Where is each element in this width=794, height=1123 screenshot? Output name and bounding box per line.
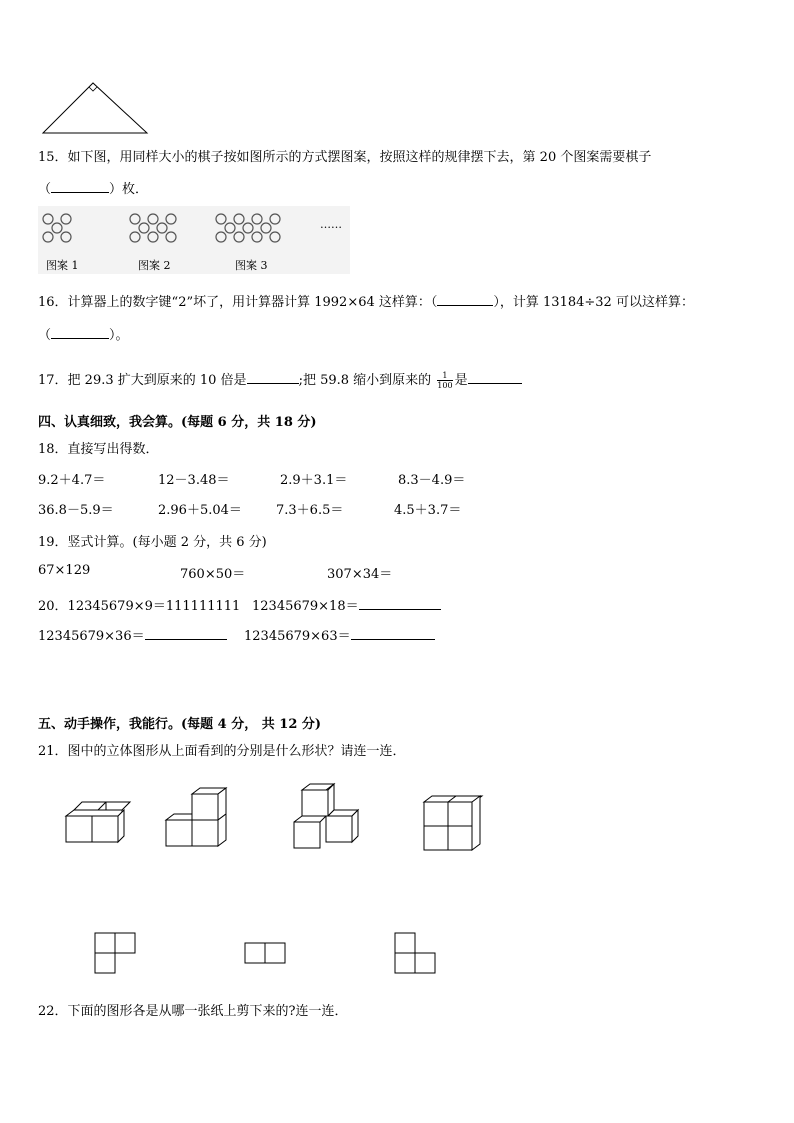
q20-blank-18[interactable]	[359, 597, 441, 610]
q16-answer-line	[38, 324, 129, 343]
fraction-denominator: 100	[437, 381, 453, 390]
q19-item: 307×34＝	[327, 567, 393, 582]
q20-blank-63[interactable]	[351, 627, 435, 640]
solid-figure-2	[164, 786, 228, 848]
solid-figure-4	[422, 794, 484, 856]
fraction-numerator: 1	[437, 371, 452, 381]
q19-item: 67×129	[38, 563, 91, 578]
q16-part1: 16．计算器上的数字键“2”坏了，用计算器计算 1992×64 这样算：（	[38, 295, 438, 310]
q15-open: （	[38, 182, 52, 197]
q20-given: 20．12345679×9＝111111111	[38, 599, 241, 614]
section-5-title: 五、动手操作，我能行。(每题 4 分， 共 12 分)	[38, 717, 322, 732]
pattern-3-label: 图案 3	[235, 259, 268, 272]
q17-text	[38, 369, 522, 390]
section-4-title: 四、认真细致，我会算。(每题 6 分，共 18 分)	[38, 415, 317, 430]
top-view-2	[244, 942, 286, 964]
q17-part3: 是	[454, 373, 468, 388]
q17-part2: ;把 59.8 缩小到原来的	[298, 373, 432, 388]
solid-figure-3	[292, 782, 362, 850]
pattern-1-label: 图案 1	[46, 259, 79, 272]
q18-item: 4.5＋3.7＝	[394, 503, 462, 518]
q18-title: 18．直接写出得数．	[38, 442, 159, 457]
q20-item-18	[252, 595, 441, 614]
q17-blank-2[interactable]	[468, 371, 522, 384]
triangle-figure	[40, 80, 150, 136]
q15-close: ）枚．	[109, 182, 149, 197]
q16-text	[38, 291, 694, 310]
solid-figure-1	[64, 800, 128, 846]
q18-item: 2.96＋5.04＝	[158, 503, 242, 518]
q20-expr-36: 12345679×36＝	[38, 629, 145, 644]
pattern-2-label: 图案 2	[138, 259, 171, 272]
q16-part2: ），计算 13184÷32 可以这样算：	[493, 295, 694, 310]
q16-blank-1[interactable]	[437, 293, 493, 306]
q18-item: 36.8－5.9＝	[38, 503, 114, 518]
q16-open: （	[38, 328, 52, 343]
q18-item: 8.3－4.9＝	[398, 473, 466, 488]
q19-item: 760×50＝	[180, 567, 246, 582]
q18-item: 2.9＋3.1＝	[280, 473, 348, 488]
q17-fraction	[437, 371, 452, 390]
q16-blank-2[interactable]	[51, 326, 109, 339]
q20-expr-18: 12345679×18＝	[252, 599, 359, 614]
q15-text: 15．如下图，用同样大小的棋子按如图所示的方式摆图案，按照这样的规律摆下去，第 20 个图案需要棋子	[38, 150, 652, 165]
q17-blank-1[interactable]	[247, 371, 299, 384]
q18-item: 12－3.48＝	[158, 473, 230, 488]
q19-title: 19．竖式计算。(每小题 2 分，共 6 分)	[38, 535, 267, 550]
top-view-1	[94, 932, 136, 974]
q17-part1: 17．把 29.3 扩大到原来的 10 倍是	[38, 373, 247, 388]
q16-close: ）。	[109, 328, 129, 343]
q15-answer-line	[38, 178, 148, 197]
pattern-ellipsis: ……	[320, 218, 342, 231]
pattern-dots	[38, 206, 350, 274]
q20-blank-36[interactable]	[145, 627, 227, 640]
q15-answer-blank[interactable]	[51, 180, 109, 193]
q20-item-36	[38, 625, 227, 644]
q18-item: 9.2＋4.7＝	[38, 473, 106, 488]
q21-title: 21．图中的立体图形从上面看到的分别是什么形状？请连一连．	[38, 744, 406, 759]
q20-item-63	[244, 625, 435, 644]
q18-item: 7.3＋6.5＝	[276, 503, 344, 518]
q20-expr-63: 12345679×63＝	[244, 629, 351, 644]
top-view-3	[394, 932, 436, 974]
q22-title: 22．下面的图形各是从哪一张纸上剪下来的?连一连．	[38, 1004, 348, 1019]
